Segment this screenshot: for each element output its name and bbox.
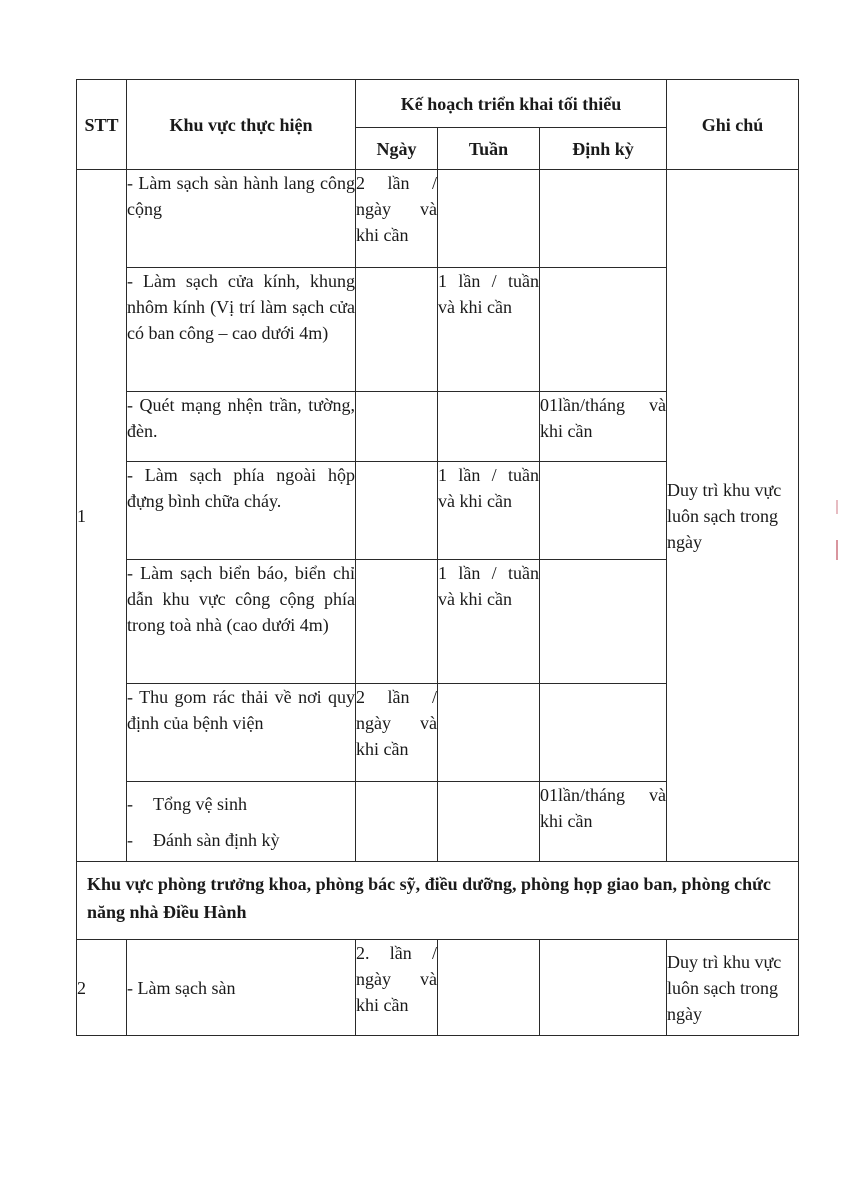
periodic-cell (540, 170, 667, 268)
task-list (127, 786, 355, 858)
week-cell: 1 lần / tuần và khi cần (438, 268, 540, 392)
day-cell: 2. lần / ngày và khi cần (356, 940, 438, 1036)
header-stt: STT (77, 80, 127, 170)
week-cell (438, 170, 540, 268)
week-cell: 1 lần / tuần và khi cần (438, 462, 540, 560)
day-cell (356, 782, 438, 862)
scan-artifact (836, 540, 838, 560)
day-cell (356, 462, 438, 560)
periodic-cell (540, 940, 667, 1036)
periodic-cell: 01lần/tháng và khi cần (540, 782, 667, 862)
week-cell (438, 684, 540, 782)
day-cell: 2 lần / ngày và khi cần (356, 170, 438, 268)
note-cell: Duy trì khu vực luôn sạch trong ngày (667, 170, 799, 862)
table-row (77, 940, 799, 1036)
task-cell (127, 782, 356, 862)
week-cell (438, 940, 540, 1036)
list-item-text: Đánh sàn định kỳ (153, 830, 280, 850)
task-cell: - Quét mạng nhện trần, tường, đèn. (127, 392, 356, 462)
week-cell (438, 782, 540, 862)
week-cell (438, 392, 540, 462)
table-row (77, 170, 799, 268)
cleaning-plan-table (76, 79, 799, 1036)
day-cell: 2 lần / ngày và khi cần (356, 684, 438, 782)
task-cell: - Làm sạch sàn (127, 940, 356, 1036)
section-title: Khu vực phòng trưởng khoa, phòng bác sỹ, điều dưỡng, phòng họp giao ban, phòng chức năng nhà Điều Hành (77, 862, 799, 940)
scan-artifact (836, 500, 838, 514)
stt-cell: 2 (77, 940, 127, 1036)
header-plan: Kế hoạch triển khai tối thiểu (356, 80, 667, 128)
note-cell: Duy trì khu vực luôn sạch trong ngày (667, 940, 799, 1036)
header-week: Tuần (438, 128, 540, 170)
task-cell: - Thu gom rác thải về nơi quy định của bệnh viện (127, 684, 356, 782)
list-item: - Tổng vệ sinh (127, 786, 355, 822)
task-cell: - Làm sạch cửa kính, khung nhôm kính (Vị trí làm sạch cửa có ban công – cao dưới 4m) (127, 268, 356, 392)
header-area: Khu vực thực hiện (127, 80, 356, 170)
periodic-cell (540, 684, 667, 782)
task-cell: - Làm sạch sàn hành lang công cộng (127, 170, 356, 268)
week-cell: 1 lần / tuần và khi cần (438, 560, 540, 684)
task-cell: - Làm sạch biển báo, biển chỉ dẫn khu vực công cộng phía trong toà nhà (cao dưới 4m) (127, 560, 356, 684)
task-cell: - Làm sạch phía ngoài hộp đựng bình chữa cháy. (127, 462, 356, 560)
periodic-cell: 01lần/tháng và khi cần (540, 392, 667, 462)
section-row (77, 862, 799, 940)
periodic-cell (540, 268, 667, 392)
header-periodic: Định kỳ (540, 128, 667, 170)
day-cell (356, 560, 438, 684)
day-cell (356, 392, 438, 462)
list-item-text: Tổng vệ sinh (153, 794, 247, 814)
list-item: - Đánh sàn định kỳ (127, 822, 355, 858)
header-day: Ngày (356, 128, 438, 170)
stt-cell: 1 (77, 170, 127, 862)
periodic-cell (540, 462, 667, 560)
periodic-cell (540, 560, 667, 684)
header-note: Ghi chú (667, 80, 799, 170)
day-cell (356, 268, 438, 392)
